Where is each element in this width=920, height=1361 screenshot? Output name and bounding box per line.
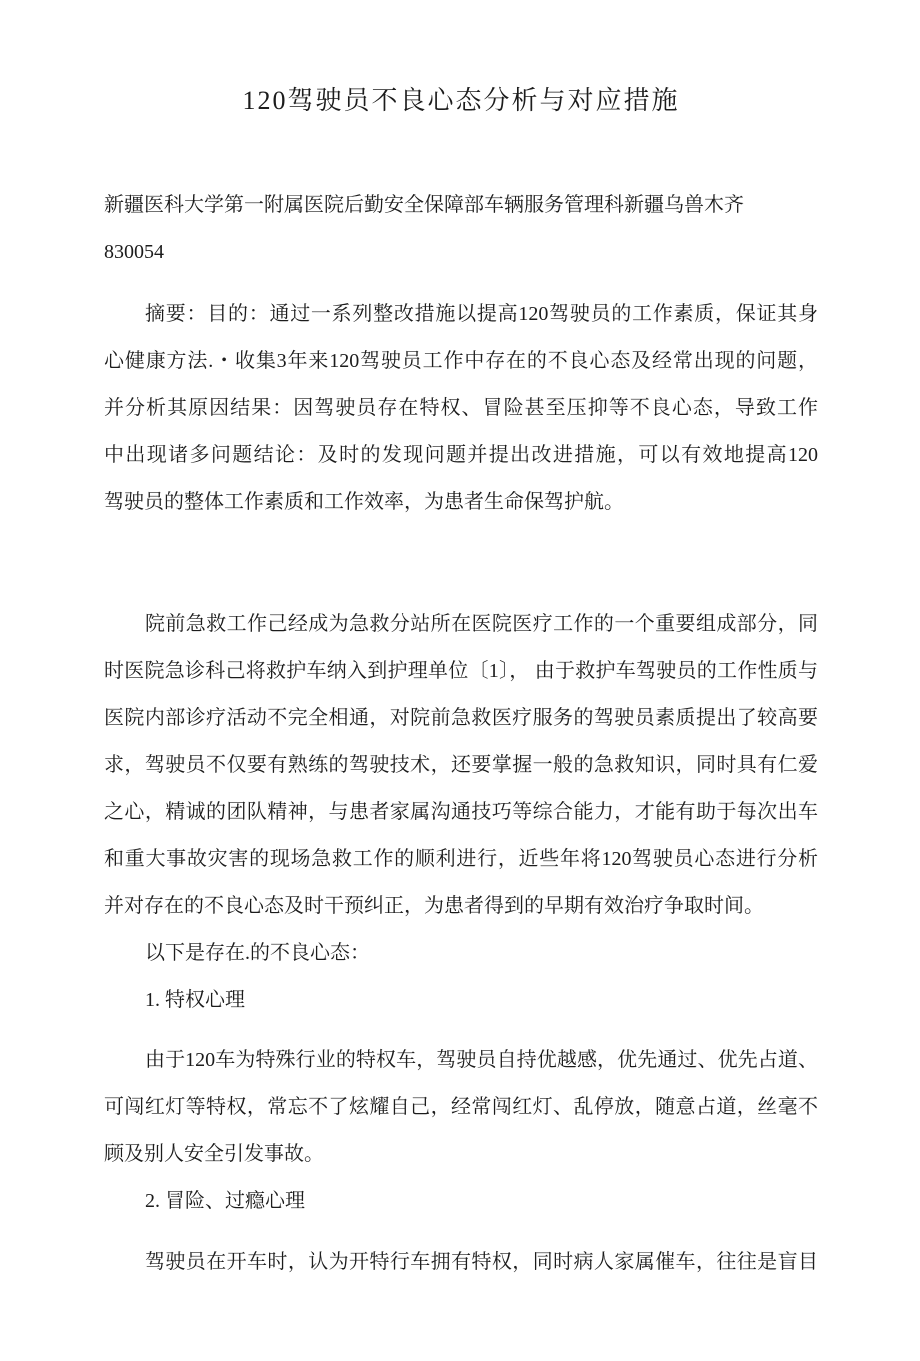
text-line: 和重大事故灾害的现场急救工作的顺利进行，近些年将120驾驶员心态进行分析 (104, 848, 818, 870)
text-line: 并对存在的不良心态及时干预纠正，为患者得到的早期有效治疗争取时间。 (104, 895, 764, 917)
text-line: 求，驾驶员不仅要有熟练的驾驶技术，还要掌握一般的急救知识，同时具有仁爱 (104, 754, 818, 776)
section-1-heading-line: 1. 特权心理 (145, 989, 245, 1011)
list-intro-line: 以下是存在.的不良心态： (145, 942, 370, 964)
text-line: 并分析其原因结果：因驾驶员存在特权、冒险甚至压抑等不良心态，导致工作 (104, 397, 818, 419)
text-line: 驾驶员在开车时，认为开特行车拥有特权，同时病人家属催车，往往是盲目 (145, 1251, 818, 1273)
text-line: 驾驶员的整体工作素质和工作效率，为患者生命保驾护航。 (104, 491, 624, 513)
introduction-paragraph (104, 601, 818, 930)
text-line: 时医院急诊科己将救护车纳入到护理单位〔1〕， 由于救护车驾驶员的工作性质与 (104, 660, 818, 682)
text-line: 心健康方法.・收集3年来120驾驶员工作中存在的不良心态及经常出现的问题， (104, 350, 818, 372)
text-line: 摘要：目的：通过一系列整改措施以提高120驾驶员的工作素质，保证其身 (145, 303, 818, 325)
text-line: 中出现诸多问题结论：及时的发现问题并提出改进措施，可以有效地提高120 (104, 444, 818, 466)
text-line: 顾及别人安全引发事故。 (104, 1143, 324, 1165)
section-2-heading-line: 2. 冒险、过瘾心理 (145, 1190, 305, 1212)
section-2-heading (104, 1178, 818, 1225)
affiliation-postcode: 830054 (104, 241, 164, 263)
text-line: 由于120车为特殊行业的特权车，驾驶员自持优越感，优先通过、优先占道、 (145, 1049, 818, 1071)
document-title: 120驾驶员不良心态分析与对应措施 (242, 86, 680, 115)
text-line: 可闯红灯等特权，常忘不了炫耀自己，经常闯红灯、乱停放，随意占道，丝毫不 (104, 1096, 818, 1118)
section-1-paragraph (104, 1037, 818, 1178)
text-line: 之心，精诚的团队精神，与患者家属沟通技巧等综合能力，才能有助于每次出车 (104, 801, 818, 823)
affiliation-line: 新疆医科大学第一附属医院后勤安全保障部车辆服务管理科新疆乌兽木齐 (104, 194, 744, 216)
list-intro-paragraph (104, 930, 818, 977)
section-1-heading (104, 977, 818, 1024)
section-2-paragraph (104, 1239, 818, 1286)
text-line: 院前急救工作己经成为急救分站所在医院医疗工作的一个重要组成部分，同 (145, 613, 818, 635)
abstract-paragraph (104, 291, 818, 526)
text-line: 医院内部诊疗活动不完全相通，对院前急救医疗服务的驾驶员素质提出了较高要 (104, 707, 818, 729)
affiliation-paragraph (104, 182, 818, 276)
